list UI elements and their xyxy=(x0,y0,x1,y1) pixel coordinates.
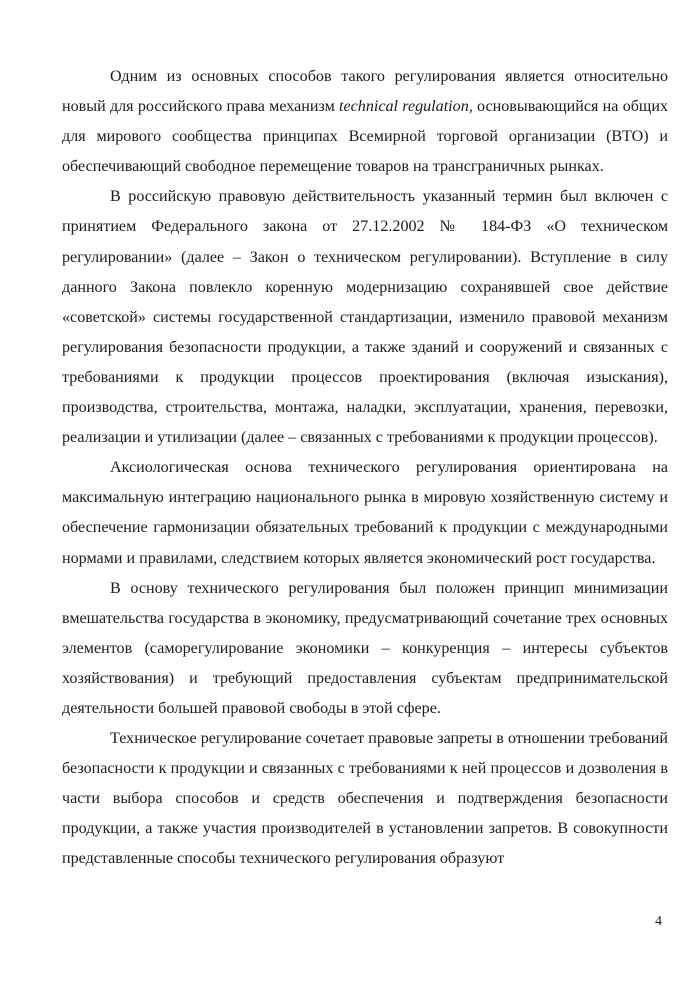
paragraph-1-text-end: , основывающийся на общих для мирового сообщества принципах Всемирной торговой организации (ВТО) и обеспечивающий свободное перемещение товаров на трансграничных рынках. xyxy=(62,98,668,176)
paragraph-3: Аксиологическая основа технического регулирования ориентирована на максимальную интеграцию национального рынка в мировую хозяйственную систему и обеспечение гармонизации обязательных требований к продукции с международными нормами и правилами, следствием которых является экономический рост государства. xyxy=(62,459,668,567)
paragraph-5: Техническое регулирование сочетает правовые запреты в отношении требований безопасности к продукции и связанных с требованиями к ней процессов и дозволения в части выбора способов и средств обеспечения и подтверждения безопасности продукции, а также участия производителей в установлении запретов. В совокупности представленные способы технического регулирования образуют xyxy=(62,730,668,868)
paragraph-1-text-start: Одним из основных способов такого регулирования является относительно новый для российского права механизм xyxy=(62,68,668,116)
paragraph-2: В российскую правовую действительность указанный термин был включен с принятием Федерального закона от 27.12.2002 № 184-ФЗ «О техническом регулировании» (далее – Закон о техническом регулировании). Вступление в силу данного Закона повлекло коренную модернизацию сохранявшей свое действие «советской» системы государственной стандартизации, изменило правовой механизм регулирования безопасности продукции, а также зданий и сооружений и связанных с требованиями к продукции процессов проектирования (включая изыскания), производства, строительства, монтажа, наладки, эксплуатации, хранения, перевозки, реализации и утилизации (далее – связанных с требованиями к продукции процессов). xyxy=(62,188,668,447)
paragraph-1-italic-term: technical regulation xyxy=(339,98,469,116)
page-number: 4 xyxy=(655,914,662,929)
paragraph-1 xyxy=(62,62,668,182)
document-body xyxy=(62,62,668,875)
paragraph-4: В основу технического регулирования был положен принцип минимизации вмешательства государства в экономику, предусматривающий сочетание трех основных элементов (саморегулирование экономики – конкуренция – интересы субъектов хозяйствования) и требующий предоставления субъектам предпринимательской деятельности большей правовой свободы в этой сфере. xyxy=(62,579,668,717)
